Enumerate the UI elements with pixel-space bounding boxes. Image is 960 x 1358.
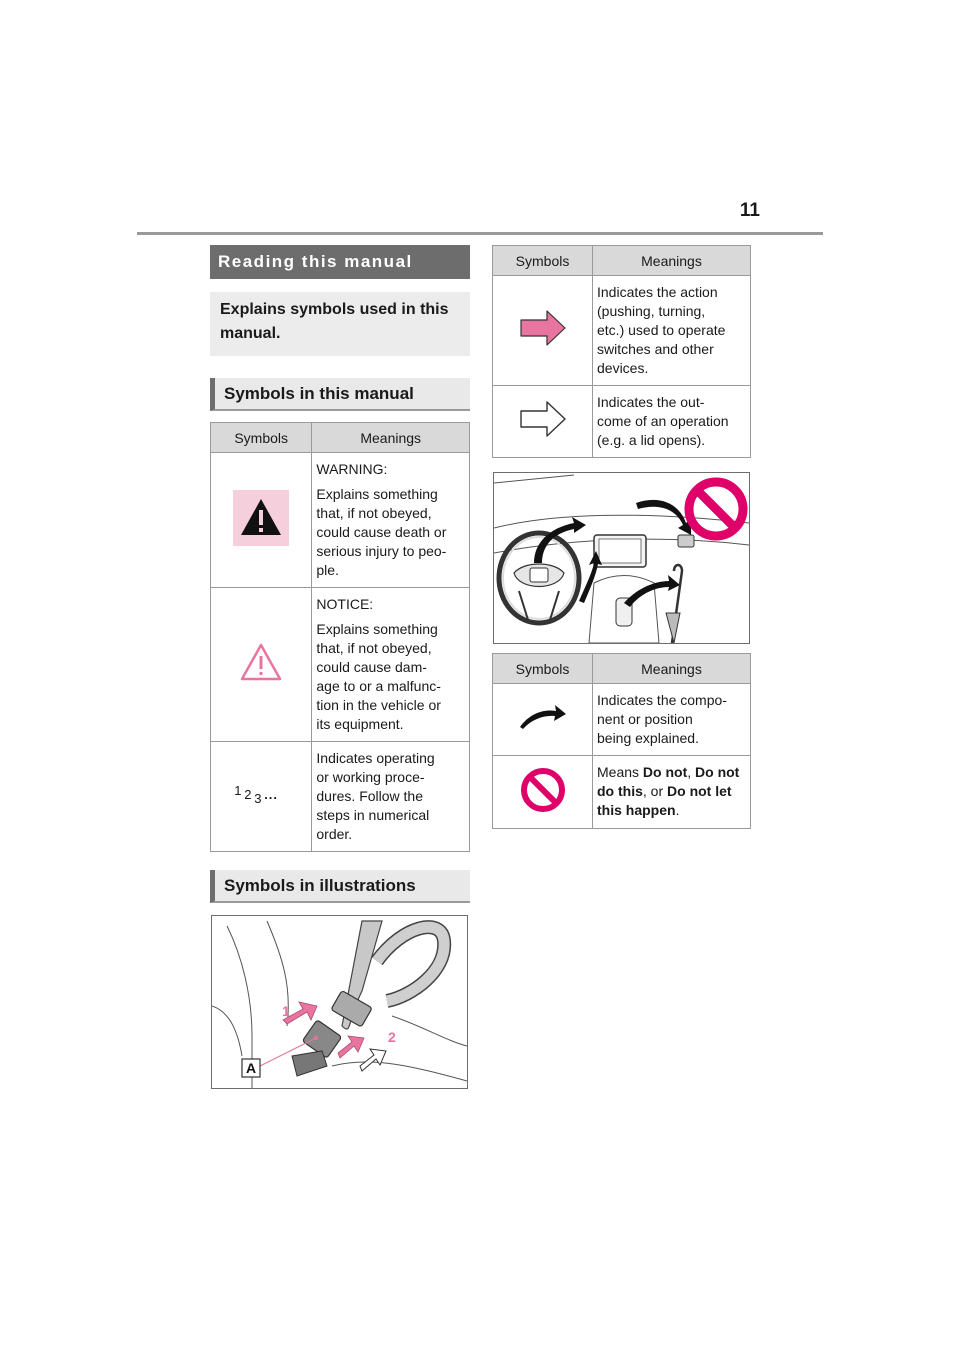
meaning-text: , or [642,783,668,799]
illustration-symbols-table [492,653,751,829]
column-header-symbols: Symbols [493,246,593,276]
right-column [492,245,750,829]
meaning-line: (pushing, turning, [597,303,706,319]
arrow-symbols-table [492,245,751,458]
table-row [493,276,751,386]
prohibition-meaning [593,756,751,829]
figure-label-1: 1 [282,1003,290,1019]
meaning-line: (e.g. a lid opens). [597,432,706,448]
step-number-two: 2 [244,787,252,802]
column-header-meanings: Meanings [593,246,751,276]
meaning-line: Indicates the compo- [597,692,727,708]
meaning-text: . [675,802,680,818]
meaning-line: or working proce- [316,769,425,785]
warning-triangle-filled-icon [233,533,289,549]
meaning-text: , [687,764,696,780]
meaning-line: devices. [597,360,649,376]
meaning-line: serious injury to peo- [316,543,447,559]
meaning-line: age to or a malfunc- [316,678,441,694]
prohibition-icon [519,801,567,817]
meaning-line: ple. [316,562,339,578]
meaning-line: being explained. [597,730,699,746]
step-number-three: 3 [254,791,262,806]
meaning-line: Indicates operating [316,750,435,766]
step-dots: ... [264,787,279,802]
table-row [493,756,751,829]
section-summary: Explains symbols used in this manual. [210,292,470,356]
left-column [210,245,470,1089]
table-row [211,742,470,852]
meaning-bold: Do not [642,764,688,780]
action-arrow-pink-icon [519,334,567,350]
meaning-line: Explains something [316,486,438,502]
warning-title: WARNING: [316,461,388,477]
meaning-line: Indicates the out- [597,394,705,410]
page-number: 11 [739,200,760,221]
meaning-line: Explains something [316,621,438,637]
table-row [211,588,470,742]
meaning-line: order. [316,826,353,842]
symbols-manual-table [210,422,470,852]
column-header-symbols: Symbols [493,654,593,684]
meaning-line: steps in numerical [316,807,430,823]
meaning-line: switches and other [597,341,714,357]
meaning-text: Means [597,764,643,780]
table-row [493,386,751,458]
meaning-line: could cause dam- [316,659,427,675]
meaning-line: dures. Follow the [316,788,423,804]
seatbelt-illustration [211,915,468,1089]
notice-triangle-outline-icon [239,669,283,685]
step-number-one: 1 [234,783,242,798]
meaning-line: that, if not obeyed, [316,640,432,656]
column-header-meanings: Meanings [312,423,470,453]
meaning-line: Indicates the action [597,284,718,300]
header-rule [137,232,823,235]
meaning-line: that, if not obeyed, [316,505,432,521]
notice-title: NOTICE: [316,596,374,612]
column-header-symbols: Symbols [211,423,312,453]
meaning-line: come of an operation [597,413,729,429]
meaning-bold: Do not do this [597,764,740,799]
step-numbers-icon [232,781,290,807]
section-title: Reading this manual [210,245,470,279]
figure-label-2: 2 [388,1029,396,1045]
table-row [211,453,470,588]
curved-arrow-black-icon [518,718,568,734]
heading-symbols-in-manual: Symbols in this manual [210,378,470,411]
meaning-line: tion in the vehicle or [316,697,441,713]
meaning-line: nent or position [597,711,693,727]
meaning-line: etc.) used to operate [597,322,726,338]
table-row [493,684,751,756]
meaning-line: could cause death or [316,524,447,540]
meaning-line: its equipment. [316,716,404,732]
outcome-arrow-outline-icon [519,425,567,441]
meaning-bold: Do not let this happen [597,783,732,818]
column-header-meanings: Meanings [593,654,751,684]
heading-symbols-in-illustrations: Symbols in illustrations [210,870,470,903]
figure-callout-a: A [246,1060,257,1076]
dashboard-illustration [493,472,750,644]
